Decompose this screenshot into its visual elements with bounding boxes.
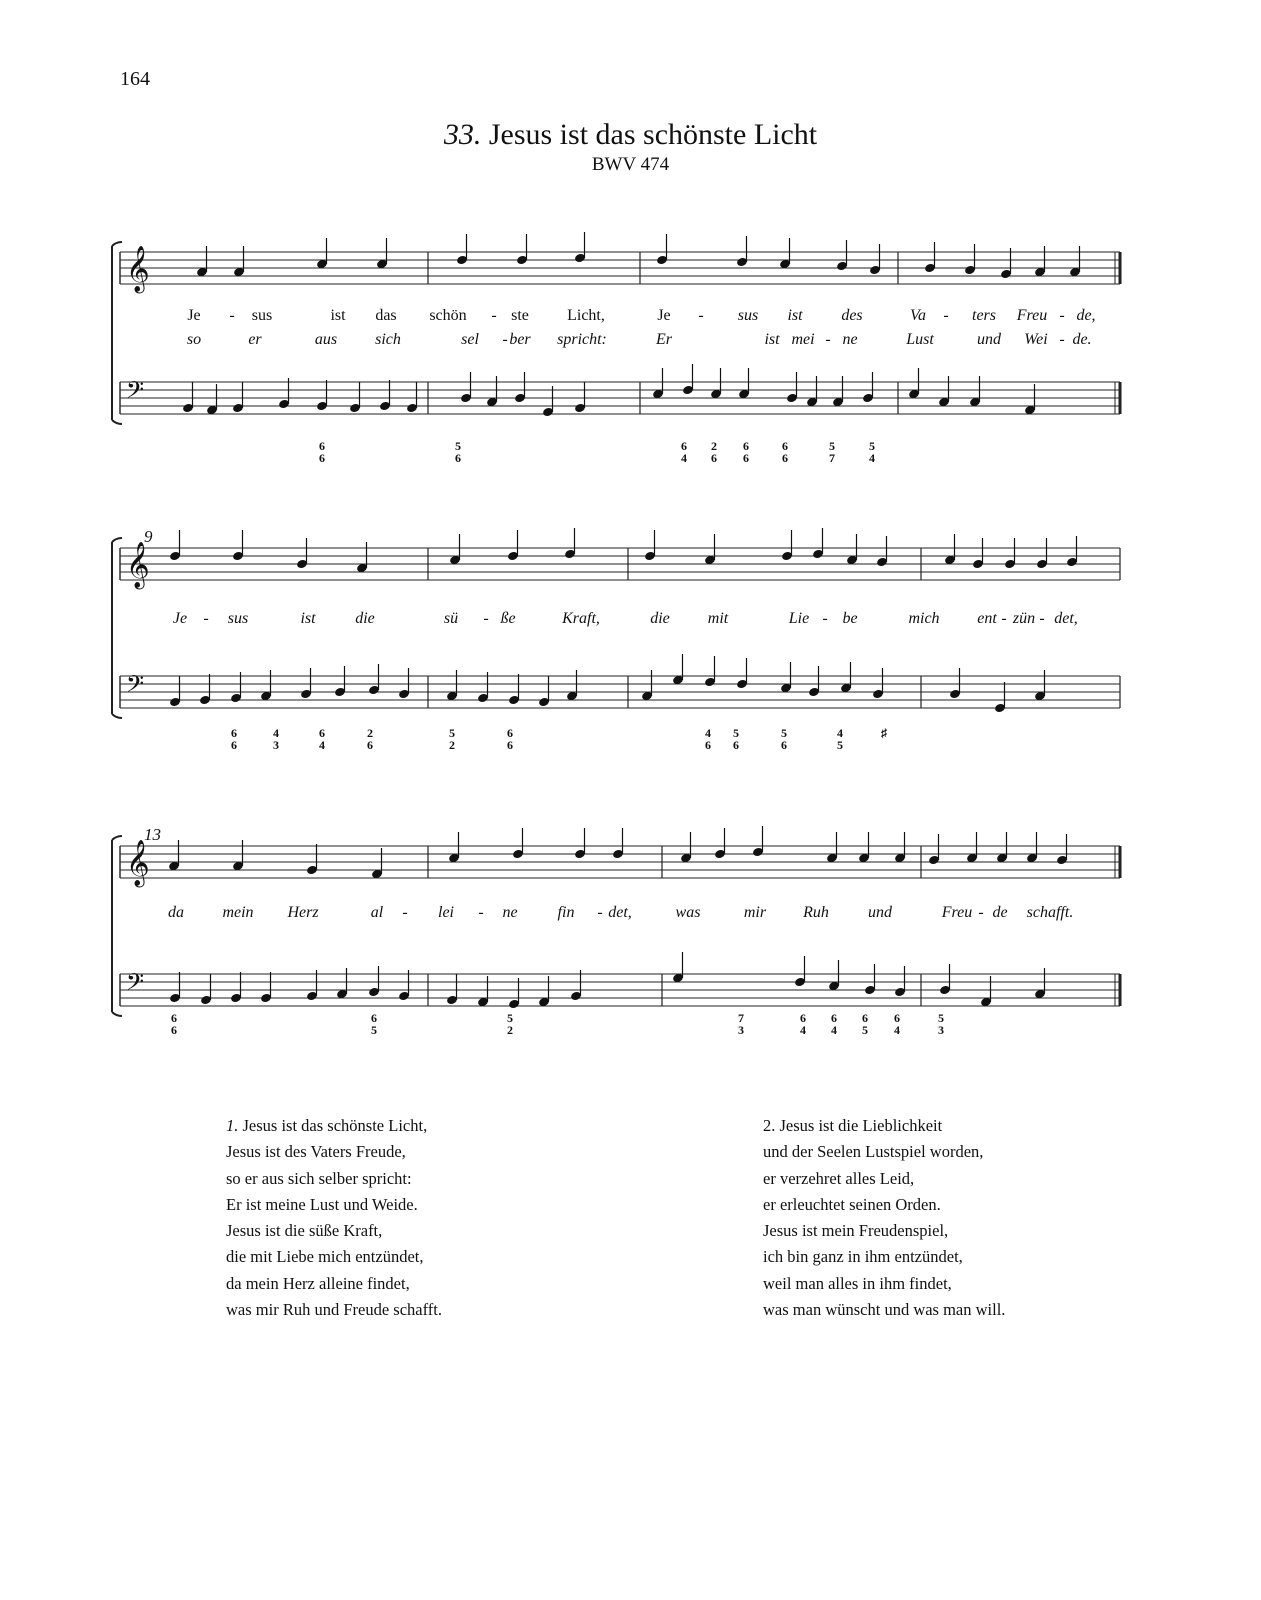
verse-line: Jesus ist die süße Kraft, (226, 1221, 383, 1241)
figured-bass-digit: 2 (449, 738, 455, 752)
lyric-syllable: - (822, 610, 828, 627)
lyric-syllable: de (992, 904, 1008, 921)
lyric-syllable: ste (511, 307, 529, 324)
verse-line: die mit Liebe mich entzündet, (226, 1247, 424, 1267)
figured-bass-digit: 4 (800, 1023, 806, 1037)
figured-bass-digit: 5 (455, 439, 461, 453)
verse-number: 1. (226, 1116, 239, 1135)
verse-1 (226, 1113, 442, 1323)
lyric-syllable: ters (972, 307, 996, 324)
lyric-syllable: Lie (788, 610, 810, 627)
lyric-syllable: ber (509, 331, 531, 348)
figured-bass-digit: 5 (449, 726, 455, 740)
lyric-syllable: ist (764, 331, 780, 348)
figured-bass-digit: 5 (938, 1011, 944, 1025)
figured-bass-digit: 5 (781, 726, 787, 740)
figured-bass-digit: 5 (733, 726, 739, 740)
figured-bass-digit: 6 (319, 451, 325, 465)
figured-bass-digit: 4 (869, 451, 875, 465)
lyric-syllable: sich (375, 331, 401, 348)
lyric-syllable: und (868, 904, 892, 921)
verse-2 (763, 1113, 1005, 1323)
lyric-syllable: ist (787, 307, 803, 324)
lyric-syllable: det, (1054, 610, 1078, 627)
lyric-syllable: - (491, 307, 497, 324)
lyric-syllable: ent (977, 610, 997, 627)
figured-bass-digit: 4 (273, 726, 279, 740)
lyric-syllable: - (825, 331, 831, 348)
figured-bass-digit: 6 (367, 738, 373, 752)
lyric-syllable: Herz (287, 904, 319, 921)
lyric-syllable: - (943, 307, 949, 324)
figured-bass-digit: 5 (371, 1023, 377, 1037)
lyric-syllable: aus (314, 331, 338, 348)
figured-bass-digit: 5 (829, 439, 835, 453)
treble-clef: 𝄞 (126, 542, 150, 588)
verse-line: Er ist meine Lust und Weide. (226, 1194, 418, 1214)
figured-bass-digit: ♯ (881, 726, 887, 740)
lyric-syllable: - (203, 610, 209, 627)
lyric-syllable: mich (908, 610, 940, 627)
lyric-syllable: des (841, 307, 863, 324)
lyric-syllable: mei (791, 331, 815, 348)
lyric-syllable: Freu (1016, 307, 1048, 324)
verse-line: ich bin ganz in ihm entzündet, (763, 1247, 963, 1267)
lyric-syllable: mein (222, 904, 254, 921)
figured-bass-digit: 2 (367, 726, 373, 740)
figured-bass-digit: 6 (894, 1011, 900, 1025)
figured-bass-digit: 6 (681, 439, 687, 453)
figured-bass-digit: 4 (705, 726, 711, 740)
lyric-syllable: ist (330, 307, 346, 324)
verse-line: was man wünscht und was man will. (763, 1300, 1006, 1320)
lyric-syllable: Va (910, 307, 926, 324)
figured-bass-digit: 5 (837, 738, 843, 752)
lyric-syllable: sus (737, 307, 759, 324)
figured-bass-digit: 6 (705, 738, 711, 752)
lyric-syllable: - (502, 331, 508, 348)
lyric-syllable: ist (300, 610, 316, 627)
verse-line: was mir Ruh und Freude schafft. (226, 1300, 442, 1320)
hymn-number: 33. (443, 118, 482, 151)
verse-line: Jesus ist des Vaters Freude, (226, 1142, 406, 1162)
figured-bass-digit: 6 (319, 439, 325, 453)
figured-bass-digit: 6 (319, 726, 325, 740)
lyric-syllable: Je (187, 307, 201, 324)
verse-line: da mein Herz alleine findet, (226, 1273, 410, 1293)
lyric-syllable: sus (227, 610, 249, 627)
lyric-syllable: spricht: (557, 331, 607, 348)
lyric-syllable: schafft. (1026, 904, 1074, 921)
hymn-title: Jesus ist das schönste Licht (488, 118, 818, 151)
bass-clef: 𝄢 (126, 670, 145, 703)
lyric-syllable: - (483, 610, 489, 627)
lyric-syllable: mir (743, 904, 767, 921)
lyric-syllable: lei (438, 904, 454, 921)
figured-bass-digit: 6 (782, 451, 788, 465)
lyric-syllable: sus (251, 307, 273, 324)
lyric-syllable: - (1001, 610, 1007, 627)
figured-bass-digit: 6 (171, 1011, 177, 1025)
lyric-syllable: de. (1072, 331, 1092, 348)
lyric-syllable: Ruh (803, 904, 829, 921)
figured-bass-digit: 7 (738, 1011, 744, 1025)
lyric-syllable: - (978, 904, 984, 921)
figured-bass-digit: 4 (831, 1023, 837, 1037)
verse-line: er verzehret alles Leid, (763, 1168, 915, 1188)
figured-bass-digit: 5 (507, 1011, 513, 1025)
lyric-syllable: die (650, 610, 670, 627)
lyric-syllable: schön (429, 307, 467, 324)
figured-bass-digit: 5 (862, 1023, 868, 1037)
figured-bass-digit: 6 (743, 451, 749, 465)
figured-bass-digit: 5 (869, 439, 875, 453)
figured-bass-digit: 2 (711, 439, 717, 453)
figured-bass-digit: 3 (273, 738, 279, 752)
lyric-syllable: da (168, 904, 184, 921)
lyric-syllable: ne (842, 331, 858, 348)
treble-clef: 𝄞 (126, 246, 150, 292)
verse-line: so er aus sich selber spricht: (226, 1168, 412, 1188)
lyric-syllable: die (355, 610, 375, 627)
lyric-syllable: - (402, 904, 408, 921)
lyric-syllable: Je (657, 307, 671, 324)
verse-line: 1. Jesus ist das schönste Licht, (226, 1116, 428, 1135)
verse-line: 2. Jesus ist die Lieblichkeit (763, 1116, 943, 1135)
lyric-syllable: er (248, 331, 262, 348)
lyric-syllable: - (478, 904, 484, 921)
lyric-syllable: - (597, 904, 603, 921)
lyric-syllable: was (675, 904, 701, 921)
verse-number: 2. (763, 1116, 776, 1135)
figured-bass-digit: 6 (781, 738, 787, 752)
lyric-syllable: Wei (1024, 331, 1048, 348)
lyric-syllable: sü (443, 610, 459, 627)
figured-bass-digit: 6 (507, 726, 513, 740)
figured-bass-digit: 6 (507, 738, 513, 752)
bass-clef: 𝄢 (126, 376, 145, 409)
lyric-syllable: Lust (906, 331, 934, 348)
lyric-syllable: - (229, 307, 235, 324)
figured-bass-digit: 6 (782, 439, 788, 453)
lyric-syllable: de, (1076, 307, 1096, 324)
lyric-syllable: al (370, 904, 384, 921)
figured-bass-digit: 6 (371, 1011, 377, 1025)
lyric-syllable: Er (656, 331, 672, 348)
measure-number: 9 (144, 527, 153, 546)
figured-bass-digit: 4 (319, 738, 325, 752)
lyric-syllable: Je (172, 610, 188, 627)
lyric-syllable: Licht, (567, 307, 605, 324)
verse-line: er erleuchtet seinen Orden. (763, 1194, 941, 1214)
lyric-syllable: - (1039, 610, 1045, 627)
verse-line: weil man alles in ihm findet, (763, 1273, 952, 1293)
lyric-syllable: - (1059, 331, 1065, 348)
figured-bass-digit: 6 (231, 738, 237, 752)
lyric-syllable: zün (1012, 610, 1036, 627)
figured-bass-digit: 4 (894, 1023, 900, 1037)
figured-bass-digit: 6 (743, 439, 749, 453)
figured-bass-digit: 6 (862, 1011, 868, 1025)
figured-bass-digit: 3 (938, 1023, 944, 1037)
figured-bass-digit: 7 (829, 451, 835, 465)
verse-line: Jesus ist mein Freudenspiel, (763, 1221, 949, 1241)
figured-bass-digit: 2 (507, 1023, 513, 1037)
figured-bass-digit: 6 (831, 1011, 837, 1025)
verse-line: und der Seelen Lustspiel worden, (763, 1142, 984, 1162)
figured-bass-digit: 6 (800, 1011, 806, 1025)
bass-clef: 𝄢 (126, 968, 145, 1001)
figured-bass-digit: 4 (681, 451, 687, 465)
lyric-syllable: so (186, 331, 202, 348)
page-number: 164 (120, 68, 150, 90)
lyric-syllable: ße (500, 610, 516, 627)
measure-number: 13 (144, 825, 161, 844)
figured-bass-digit: 6 (711, 451, 717, 465)
lyric-syllable: det, (608, 904, 632, 921)
catalog-number: BWV 474 (591, 154, 670, 175)
lyric-syllable: und (977, 331, 1001, 348)
lyric-syllable: - (1059, 307, 1065, 324)
figured-bass-digit: 6 (733, 738, 739, 752)
figured-bass-digit: 4 (837, 726, 843, 740)
figured-bass-digit: 6 (171, 1023, 177, 1037)
lyric-syllable: - (698, 307, 704, 324)
lyric-syllable: das (375, 307, 397, 324)
treble-clef: 𝄞 (126, 840, 150, 886)
lyric-syllable: Freu (941, 904, 973, 921)
lyric-syllable: ne (502, 904, 518, 921)
lyric-syllable: Kraft, (562, 610, 600, 627)
figured-bass-digit: 6 (455, 451, 461, 465)
figured-bass-digit: 6 (231, 726, 237, 740)
figured-bass-digit: 3 (738, 1023, 744, 1037)
lyric-syllable: sel (461, 331, 479, 348)
lyric-syllable: fin (557, 904, 575, 921)
lyric-syllable: be (842, 610, 858, 627)
lyric-syllable: mit (707, 610, 729, 627)
